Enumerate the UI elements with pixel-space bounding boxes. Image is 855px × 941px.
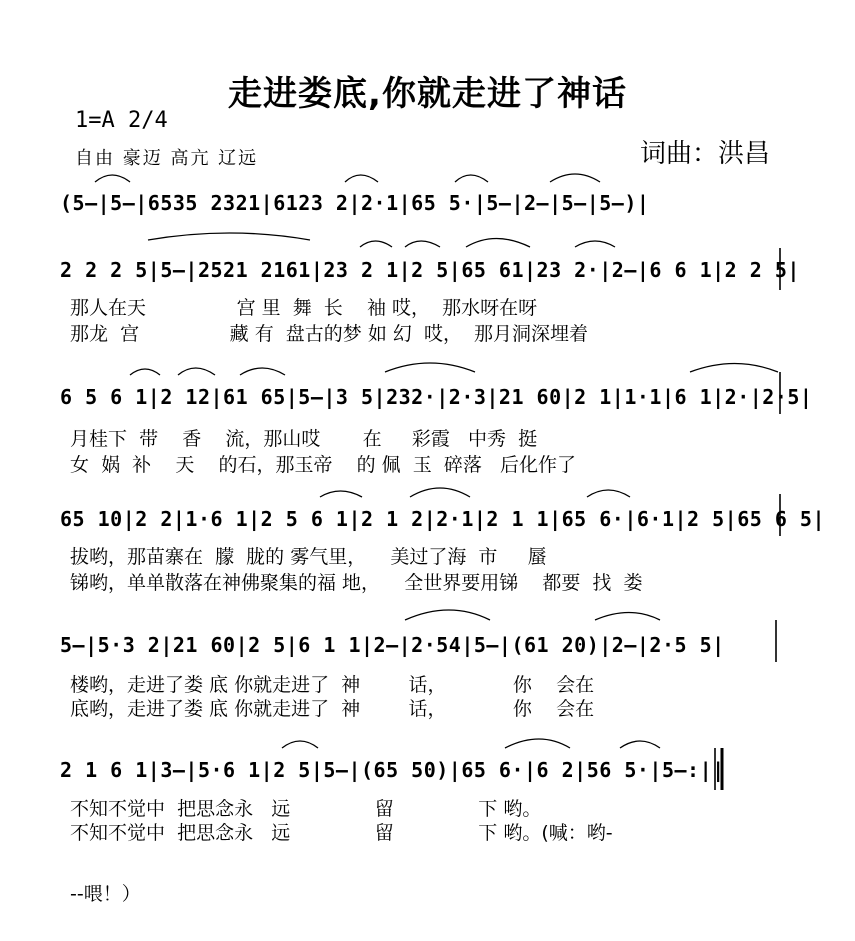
lyric-line-6-verse-1: 不知不觉中 把思念永 远 留 下 哟。 (70, 798, 542, 820)
lyric-line-4-verse-1: 拔哟，那苗寨在 朦 胧的 雾气里， 美过了海 市 蜃 (70, 546, 547, 568)
score-line-1: (5—|5—|6535 2321|6123 2|2·1|65 5·|5—|2—|5—|5—)| (60, 191, 650, 215)
lyric-line-3-verse-1: 月桂下 带 香 流，那山哎 在 彩霞 中秀 挺 (70, 428, 538, 450)
lyric-line-5-verse-1: 楼哟，走进了娄 底 你就走进了 神 话， 你 会在 (70, 674, 595, 696)
score-line-2: 2 2 2 5|5—|2521 2161|23 2 1|2 5|65 61|23 2·|2—|6 6 1|2 2 5| (60, 258, 800, 282)
score-line-4: 65 10|2 2|1·6 1|2 5 6 1|2 1 2|2·1|2 1 1|65 6·|6·1|2 5|65 6 5| (60, 507, 826, 531)
lyric-line-4-verse-2: 锑哟，单单散落在神佛聚集的福 地， 全世界要用锑 都要 找 娄 (70, 572, 643, 594)
key-signature: 1=A 2/4 (75, 108, 168, 133)
lyric-line-5-verse-2: 底哟，走进了娄 底 你就走进了 神 话， 你 会在 (70, 698, 595, 720)
score-line-3: 6 5 6 1|2 12|61 65|5—|3 5|232·|2·3|21 60|2 1|1·1|6 1|2·|2·5| (60, 385, 813, 409)
lyric-line-2-verse-1: 那人在天 宫 里 舞 长 袖 哎， 那水呀在呀 (70, 297, 538, 319)
lyric-tail: --喂！） (70, 883, 141, 905)
composer-credit: 词曲：洪昌 (640, 139, 771, 169)
tempo-marking: 自由 豪迈 高亢 辽远 (75, 148, 259, 169)
song-title: 走进娄底,你就走进了神话 (228, 74, 627, 114)
lyric-line-2-verse-2: 那龙 宫 藏 有 盘古的梦 如 幻 哎， 那月洞深埋着 (70, 323, 589, 345)
score-line-5: 5—|5·3 2|21 60|2 5|6 1 1|2—|2·54|5—|(61 20)|2—|2·5 5| (60, 633, 725, 657)
lyric-line-3-verse-2: 女 娲 补 天 的石，那玉帝 的 佩 玉 碎落 后化作了 (70, 454, 576, 476)
lyric-line-6-verse-2: 不知不觉中 把思念永 远 留 下 哟。(喊：哟- (70, 822, 613, 844)
score-line-6: 2 1 6 1|3—|5·6 1|2 5|5—|(65 50)|65 6·|6 2|56 5·|5—:|| (60, 758, 725, 782)
